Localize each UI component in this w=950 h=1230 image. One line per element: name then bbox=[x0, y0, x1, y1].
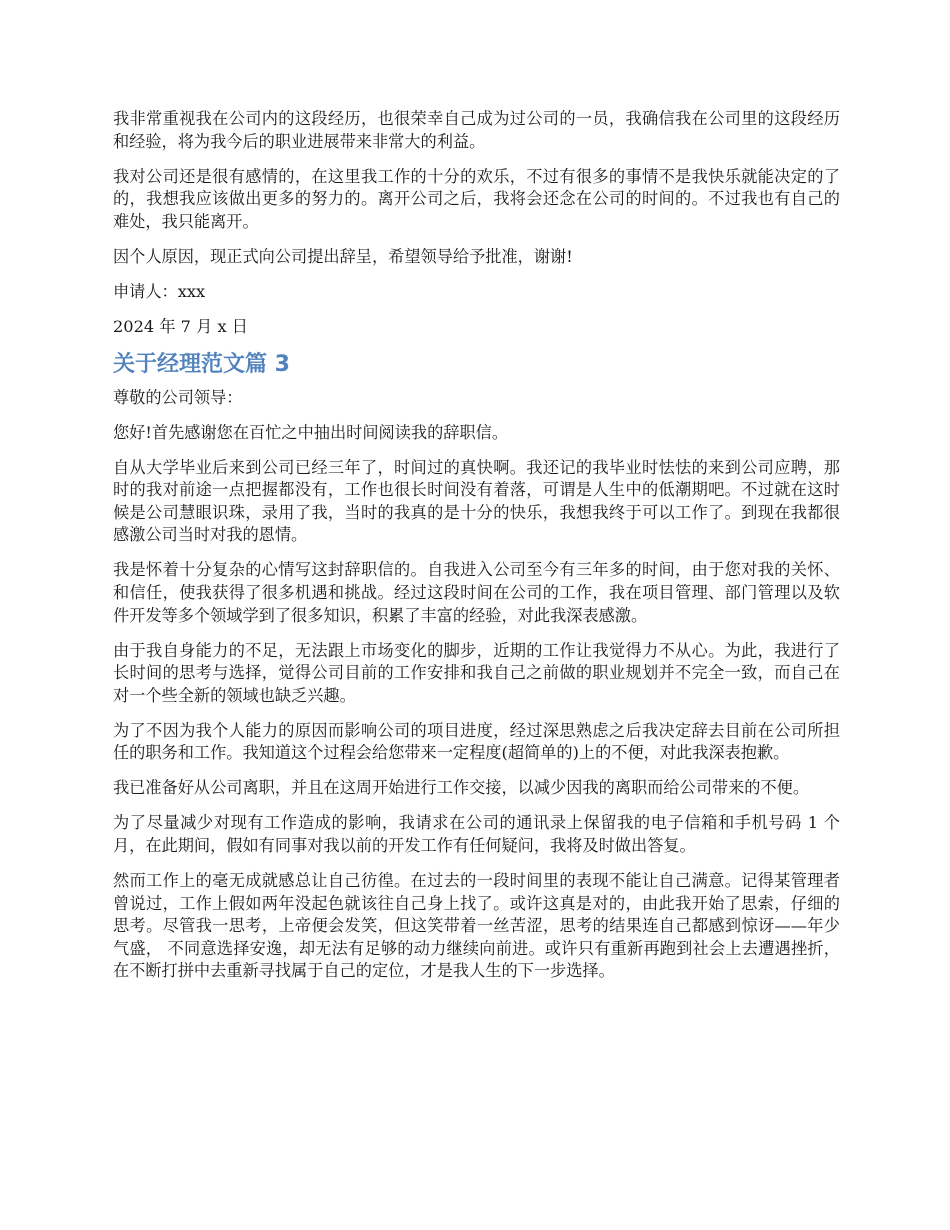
paragraph: 我已准备好从公司离职，并且在这周开始进行工作交接，以减少因我的离职而给公司带来的不便。 bbox=[113, 778, 810, 798]
paragraph: 自从大学毕业后来到公司已经三年了，时间过的真快啊。我还记的我毕业时怯怯的来到公司应聘，那时的我对前途一点把握都没有，工作也很长时间没有着落，可谓是人生中的低潮期吧。不过就在这时候是公司慧眼识珠，录用了我，当时的我真的是十分的快乐，我想我终于可以工作了。到现在我都很感激公司当时对我的恩情。 bbox=[113, 457, 840, 545]
paragraph: 然而工作上的毫无成就感总让自己彷徨。在过去的一段时间里的表现不能让自己满意。记得某管理者曾说过，工作上假如两年没起色就该往自己身上找了。或许这真是对的，由此我开始了思索，仔细的思考。尽管我一思考，上帝便会发笑，但这笑带着一丝苦涩，思考的结果连自己都感到惊讶——年少气盛， 不同意选择安逸，却无法有足够的动力继续向前进。或许只有重新再跑到社会上去遭遇挫折，在不断打拼中去重新寻找属于自己的定位，才是我人生的下一步选择。 bbox=[113, 870, 840, 981]
paragraph: 因个人原因，现正式向公司提出辞呈，希望领导给予批准，谢谢! bbox=[113, 246, 573, 266]
salutation: 尊敬的公司领导： bbox=[113, 387, 243, 407]
paragraph: 为了不因为我个人能力的原因而影响公司的项目进度，经过深思熟虑之后我决定辞去目前在公司所担任的职务和工作。我知道这个过程会给您带来一定程度(超简单的)上的不便，对此我深表抱歉。 bbox=[113, 720, 840, 763]
paragraph: 我对公司还是很有感情的，在这里我工作的十分的欢乐，不过有很多的事情不是我快乐就能决定的了的，我想我应该做出更多的努力的。离开公司之后，我将会还念在公司的时间的。不过我也有自己的难处，我只能离开。 bbox=[113, 166, 840, 231]
applicant-line: 申请人：xxx bbox=[113, 281, 206, 301]
section-heading: 关于经理范文篇 3 bbox=[113, 351, 290, 377]
greeting: 您好!首先感谢您在百忙之中抽出时间阅读我的辞职信。 bbox=[113, 422, 509, 442]
paragraph: 为了尽量减少对现有工作造成的影响，我请求在公司的通讯录上保留我的电子信箱和手机号码 1 个月，在此期间，假如有同事对我以前的开发工作有任何疑问，我将及时做出答复。 bbox=[113, 813, 840, 855]
paragraph: 我非常重视我在公司内的这段经历，也很荣幸自己成为过公司的一员，我确信我在公司里的这段经历和经验，将为我今后的职业进展带来非常大的利益。 bbox=[113, 109, 840, 151]
paragraph: 由于我自身能力的不足，无法跟上市场变化的脚步，近期的工作让我觉得力不从心。为此，我进行了长时间的思考与选择，觉得公司目前的工作安排和我自己之前做的职业规划并不完全一致，而自己在对一个些全新的领域也缺乏兴趣。 bbox=[113, 640, 840, 705]
document-page bbox=[113, 108, 840, 995]
paragraph: 我是怀着十分复杂的心情写这封辞职信的。自我进入公司至今有三年多的时间，由于您对我的关怀、和信任，使我获得了很多机遇和挑战。经过这段时间在公司的工作，我在项目管理、部门管理以及软件开发等多个领域学到了很多知识，积累了丰富的经验，对此我深表感激。 bbox=[113, 560, 840, 625]
date-line: 2024 年 7 月 x 日 bbox=[113, 316, 248, 336]
